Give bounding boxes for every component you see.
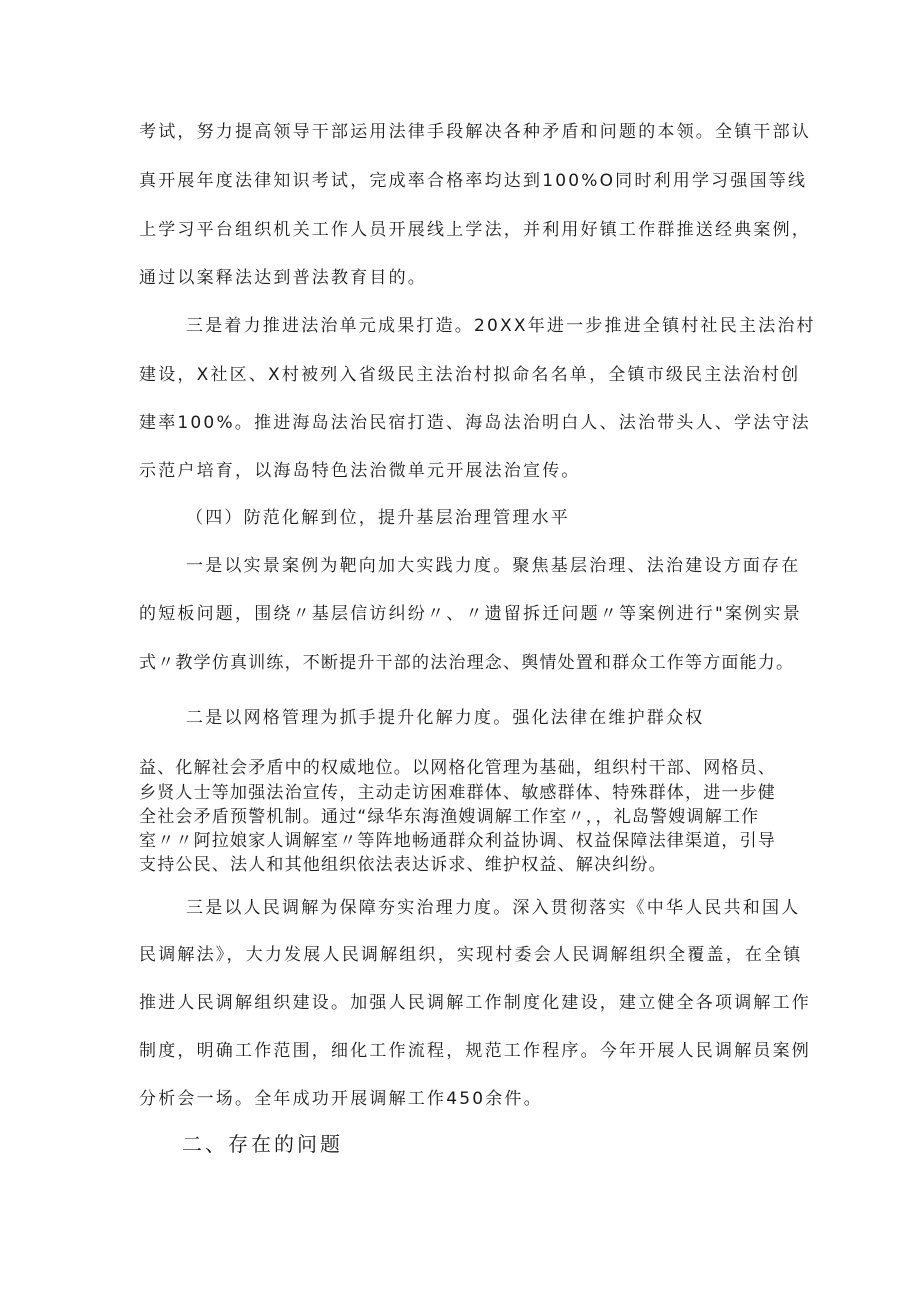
paragraph-first-line: 二是以网格管理为抓手提升化解力度。强化法律在维护群众权	[186, 708, 705, 728]
text-line: 民调解法》，大力发展人民调解组织，实现村委会人民调解组织全覆盖，在全镇	[139, 945, 803, 965]
text-line: 推进人民调解组织建设。加强人民调解工作制度化建设，建立健全各项调解工作	[139, 993, 811, 1013]
text-line: 示范户培育，以海岛特色法治微单元开展法治宣传。	[139, 461, 581, 481]
section-subheading: （四）防范化解到位，提升基层治理管理水平	[186, 508, 570, 528]
text-line: 支持公民、法人和其他组织依法表达诉求、维护权益、解决纠纷。	[139, 855, 667, 875]
section-heading: 二、存在的问题	[182, 1132, 343, 1156]
text-line: 通过以案释法达到普法教育目的。	[139, 268, 427, 288]
text-line: 考试，努力提高领导干部运用法律手段解决各种矛盾和问题的本领。全镇干部认	[139, 122, 811, 142]
text-line: 的短板问题，围绕〃基层信访纠纷〃、〃遗留拆迁问题〃等案例进行"案例实景	[139, 604, 802, 624]
text-line: 真开展年度法律知识考试，完成率合格率均达到100%O同时利用学习强国等线	[139, 171, 808, 191]
text-line: 建率100%。推进海岛法治民宿打造、海岛法治明白人、法治带头人、学法守法	[139, 413, 811, 433]
text-line: 制度，明确工作范围，细化工作流程，规范工作程序。今年开展人民调解员案例	[139, 1041, 811, 1061]
text-line: 式〃教学仿真训练，不断提升干部的法治理念、舆情处置和群众工作等方面能力。	[139, 653, 795, 673]
text-line: 室〃〃阿拉娘家人调解室〃等阵地畅通群众利益协调、权益保障法律渠道，引导	[139, 831, 776, 851]
text-line: 益、化解社会矛盾中的权威地位。以网格化管理为基础，组织村干部、网格员、	[139, 758, 776, 778]
text-line: 建设，X社区、X村被列入省级民主法治村拟命名名单，全镇市级民主法治村创	[139, 365, 801, 385]
text-line: 乡贤人士等加强法治宣传，主动走访困难群体、敏感群体、特殊群体，进一步健	[139, 783, 776, 803]
text-line: 上学习平台组织机关工作人员开展线上学法，并利用好镇工作群推送经典案例，	[139, 220, 811, 240]
paragraph-first-line: 三是以人民调解为保障夯实治理力度。深入贯彻落实《中华人民共和国人	[186, 898, 801, 918]
text-line: 全社会矛盾预警机制。通过“绿华东海渔嫂调解工作室〃，，礼岛警嫂调解工作	[139, 807, 760, 827]
paragraph-first-line: 三是着力推进法治单元成果打造。20XX年进一步推进全镇村社民主法治村	[186, 316, 816, 336]
text-line: 分析会一场。全年成功开展调解工作450余件。	[139, 1089, 543, 1109]
paragraph-first-line: 一是以实景案例为靶向加大实践力度。聚焦基层治理、法治建设方面存在	[186, 556, 801, 576]
